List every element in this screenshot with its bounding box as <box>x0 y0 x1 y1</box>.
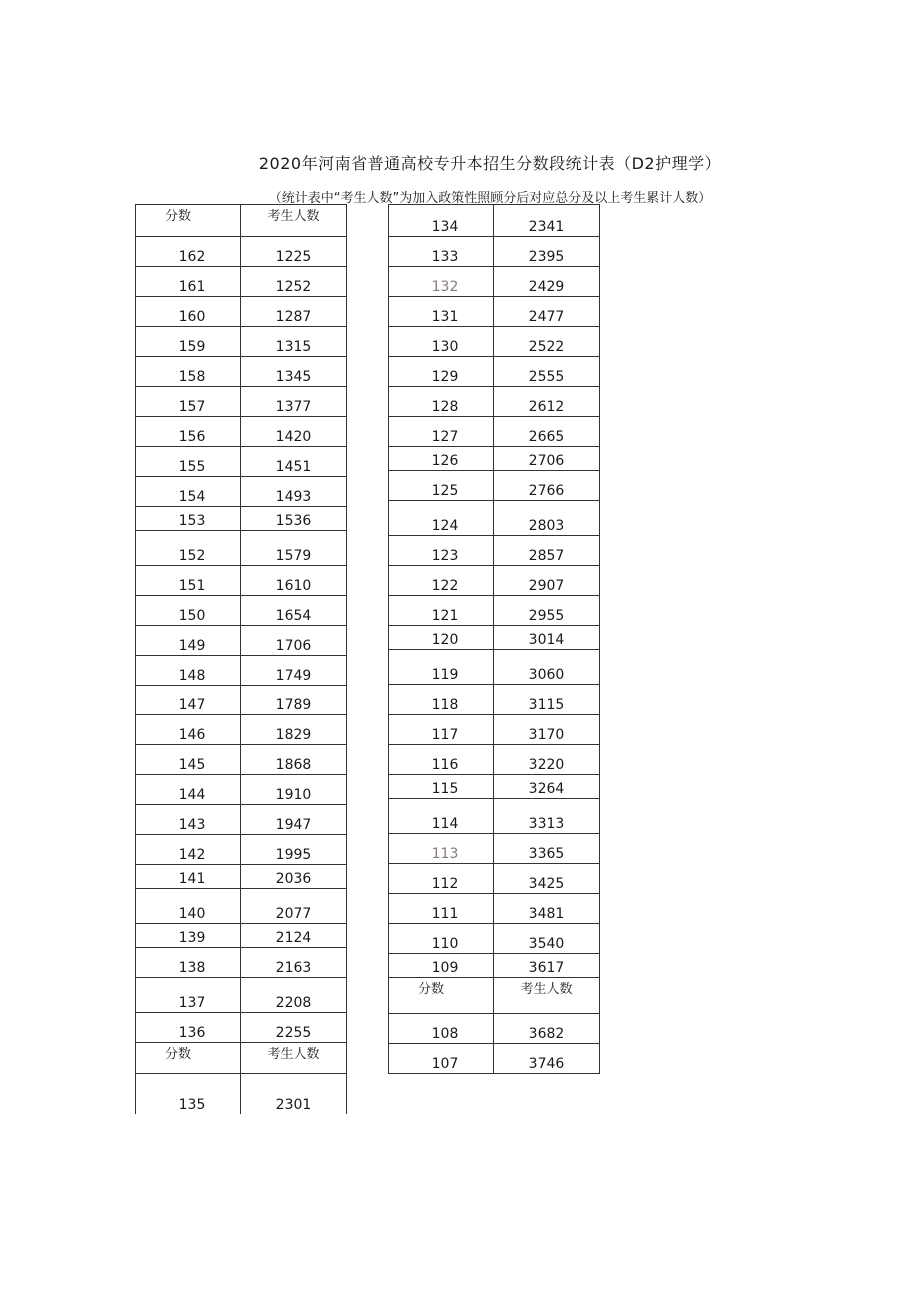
score-cell: 116 <box>389 745 494 775</box>
table-row <box>389 566 600 596</box>
count-cell: 1345 <box>241 357 347 387</box>
table-row <box>136 835 347 865</box>
table-row <box>136 656 347 686</box>
table-row <box>389 237 600 267</box>
count-cell: 2555 <box>494 357 600 387</box>
count-cell: 1829 <box>241 715 347 745</box>
count-cell: 1493 <box>241 477 347 507</box>
count-cell: 3170 <box>494 715 600 745</box>
count-cell: 2766 <box>494 471 600 501</box>
table-row <box>136 775 347 805</box>
table-row <box>389 715 600 745</box>
table-row <box>136 889 347 924</box>
count-cell: 1910 <box>241 775 347 805</box>
table-row <box>389 357 600 387</box>
score-cell: 151 <box>136 566 241 596</box>
count-cell: 3746 <box>494 1044 600 1074</box>
table-row <box>136 531 347 566</box>
score-cell: 155 <box>136 447 241 477</box>
score-cell: 161 <box>136 267 241 297</box>
score-cell: 136 <box>136 1013 241 1043</box>
score-cell: 114 <box>389 799 494 834</box>
count-cell: 3682 <box>494 1014 600 1044</box>
table-row <box>389 745 600 775</box>
count-cell: 2124 <box>241 924 347 948</box>
table-row <box>136 507 347 531</box>
count-cell: 3060 <box>494 650 600 685</box>
count-cell: 2665 <box>494 417 600 447</box>
score-column-header: 分数 <box>136 205 241 237</box>
score-cell: 158 <box>136 357 241 387</box>
count-cell: 2612 <box>494 387 600 417</box>
count-cell: 2036 <box>241 865 347 889</box>
count-cell: 3365 <box>494 834 600 864</box>
table-row <box>389 267 600 297</box>
table-row <box>136 715 347 745</box>
table-row <box>389 626 600 650</box>
score-cell: 122 <box>389 566 494 596</box>
table-row <box>389 327 600 357</box>
score-cell: 149 <box>136 626 241 656</box>
table-row <box>136 686 347 715</box>
score-cell: 159 <box>136 327 241 357</box>
score-cell: 152 <box>136 531 241 566</box>
score-cell: 124 <box>389 501 494 536</box>
table-row <box>136 566 347 596</box>
score-cell: 120 <box>389 626 494 650</box>
table-row <box>389 596 600 626</box>
count-cell: 1225 <box>241 237 347 267</box>
count-cell: 1995 <box>241 835 347 865</box>
score-cell: 129 <box>389 357 494 387</box>
score-cell: 154 <box>136 477 241 507</box>
table-row <box>389 297 600 327</box>
score-cell: 141 <box>136 865 241 889</box>
score-cell: 112 <box>389 864 494 894</box>
count-cell: 2163 <box>241 948 347 978</box>
table-row <box>389 894 600 924</box>
table-header-row <box>136 205 347 237</box>
score-table-right <box>388 204 600 1074</box>
count-cell: 2522 <box>494 327 600 357</box>
score-table-left <box>135 204 347 1114</box>
score-cell: 145 <box>136 745 241 775</box>
count-cell: 2706 <box>494 447 600 471</box>
score-cell: 111 <box>389 894 494 924</box>
table-row <box>136 978 347 1013</box>
score-cell: 157 <box>136 387 241 417</box>
score-cell: 107 <box>389 1044 494 1074</box>
table-row <box>389 799 600 834</box>
table-row <box>136 865 347 889</box>
page-title: 2020年河南省普通高校专升本招生分数段统计表（D2护理学） <box>258 154 722 173</box>
count-cell: 1536 <box>241 507 347 531</box>
count-cell: 3220 <box>494 745 600 775</box>
count-cell: 2477 <box>494 297 600 327</box>
table-row <box>389 536 600 566</box>
count-cell: 2429 <box>494 267 600 297</box>
score-cell: 139 <box>136 924 241 948</box>
score-cell: 150 <box>136 596 241 626</box>
count-cell: 2803 <box>494 501 600 536</box>
count-cell: 1789 <box>241 686 347 715</box>
table-row <box>136 948 347 978</box>
table-row <box>389 685 600 715</box>
score-column-header: 分数 <box>136 1043 241 1074</box>
score-cell: 138 <box>136 948 241 978</box>
score-cell: 123 <box>389 536 494 566</box>
count-cell: 1287 <box>241 297 347 327</box>
count-cell: 1749 <box>241 656 347 686</box>
table-row <box>136 237 347 267</box>
table-row <box>136 596 347 626</box>
table-row <box>136 924 347 948</box>
table-row <box>389 1014 600 1044</box>
score-cell: 146 <box>136 715 241 745</box>
score-cell: 110 <box>389 924 494 954</box>
score-cell: 113 <box>389 834 494 864</box>
table-row <box>389 387 600 417</box>
table-row <box>389 954 600 978</box>
table-row <box>136 745 347 775</box>
count-cell: 1868 <box>241 745 347 775</box>
score-cell: 143 <box>136 805 241 835</box>
score-cell: 137 <box>136 978 241 1013</box>
table-row <box>136 267 347 297</box>
table-row <box>136 417 347 447</box>
score-cell: 147 <box>136 686 241 715</box>
score-cell: 153 <box>136 507 241 531</box>
score-cell: 119 <box>389 650 494 685</box>
table-row <box>389 650 600 685</box>
table-row <box>389 924 600 954</box>
score-cell: 142 <box>136 835 241 865</box>
score-cell: 127 <box>389 417 494 447</box>
count-cell: 1252 <box>241 267 347 297</box>
count-cell: 1947 <box>241 805 347 835</box>
score-cell: 140 <box>136 889 241 924</box>
count-cell: 1654 <box>241 596 347 626</box>
table-header-row <box>136 1043 347 1074</box>
table-row <box>136 387 347 417</box>
count-cell: 3313 <box>494 799 600 834</box>
table-row <box>389 471 600 501</box>
table-row <box>136 327 347 357</box>
table-row <box>389 501 600 536</box>
table-row <box>389 834 600 864</box>
score-cell: 148 <box>136 656 241 686</box>
score-cell: 135 <box>136 1074 241 1114</box>
score-cell: 115 <box>389 775 494 799</box>
score-cell: 117 <box>389 715 494 745</box>
count-column-header: 考生人数 <box>241 205 347 237</box>
count-column-header: 考生人数 <box>241 1043 347 1074</box>
table-row <box>136 1013 347 1043</box>
score-cell: 121 <box>389 596 494 626</box>
score-cell: 156 <box>136 417 241 447</box>
score-cell: 118 <box>389 685 494 715</box>
count-cell: 3540 <box>494 924 600 954</box>
count-cell: 2208 <box>241 978 347 1013</box>
table-row <box>136 1074 347 1114</box>
count-cell: 2907 <box>494 566 600 596</box>
count-cell: 2301 <box>241 1074 347 1114</box>
score-cell: 132 <box>389 267 494 297</box>
count-cell: 3264 <box>494 775 600 799</box>
count-cell: 3617 <box>494 954 600 978</box>
score-cell: 126 <box>389 447 494 471</box>
score-cell: 125 <box>389 471 494 501</box>
score-cell: 144 <box>136 775 241 805</box>
table-row <box>136 357 347 387</box>
score-cell: 162 <box>136 237 241 267</box>
score-cell: 131 <box>389 297 494 327</box>
count-cell: 2955 <box>494 596 600 626</box>
table-row <box>136 297 347 327</box>
score-cell: 128 <box>389 387 494 417</box>
count-cell: 3425 <box>494 864 600 894</box>
count-cell: 3481 <box>494 894 600 924</box>
count-cell: 1610 <box>241 566 347 596</box>
table-row <box>389 1044 600 1074</box>
count-cell: 3014 <box>494 626 600 650</box>
count-cell: 1451 <box>241 447 347 477</box>
count-cell: 3115 <box>494 685 600 715</box>
score-cell: 134 <box>389 205 494 237</box>
count-column-header: 考生人数 <box>494 978 600 1014</box>
count-cell: 2395 <box>494 237 600 267</box>
table-row <box>136 805 347 835</box>
table-row <box>389 417 600 447</box>
table-note: （统计表中“考生人数”为加入政策性照顾分后对应总分及以上考生累计人数） <box>268 191 712 206</box>
score-cell: 130 <box>389 327 494 357</box>
count-cell: 1706 <box>241 626 347 656</box>
table-row <box>136 477 347 507</box>
count-cell: 2857 <box>494 536 600 566</box>
score-cell: 133 <box>389 237 494 267</box>
count-cell: 1420 <box>241 417 347 447</box>
table-row <box>136 626 347 656</box>
table-header-row <box>389 978 600 1014</box>
count-cell: 1315 <box>241 327 347 357</box>
score-column-header: 分数 <box>389 978 494 1014</box>
table-row <box>136 447 347 477</box>
table-row <box>389 864 600 894</box>
table-row <box>389 205 600 237</box>
count-cell: 2255 <box>241 1013 347 1043</box>
score-cell: 109 <box>389 954 494 978</box>
table-row <box>389 775 600 799</box>
count-cell: 1377 <box>241 387 347 417</box>
table-row <box>389 447 600 471</box>
score-cell: 160 <box>136 297 241 327</box>
count-cell: 2077 <box>241 889 347 924</box>
count-cell: 1579 <box>241 531 347 566</box>
score-cell: 108 <box>389 1014 494 1044</box>
count-cell: 2341 <box>494 205 600 237</box>
